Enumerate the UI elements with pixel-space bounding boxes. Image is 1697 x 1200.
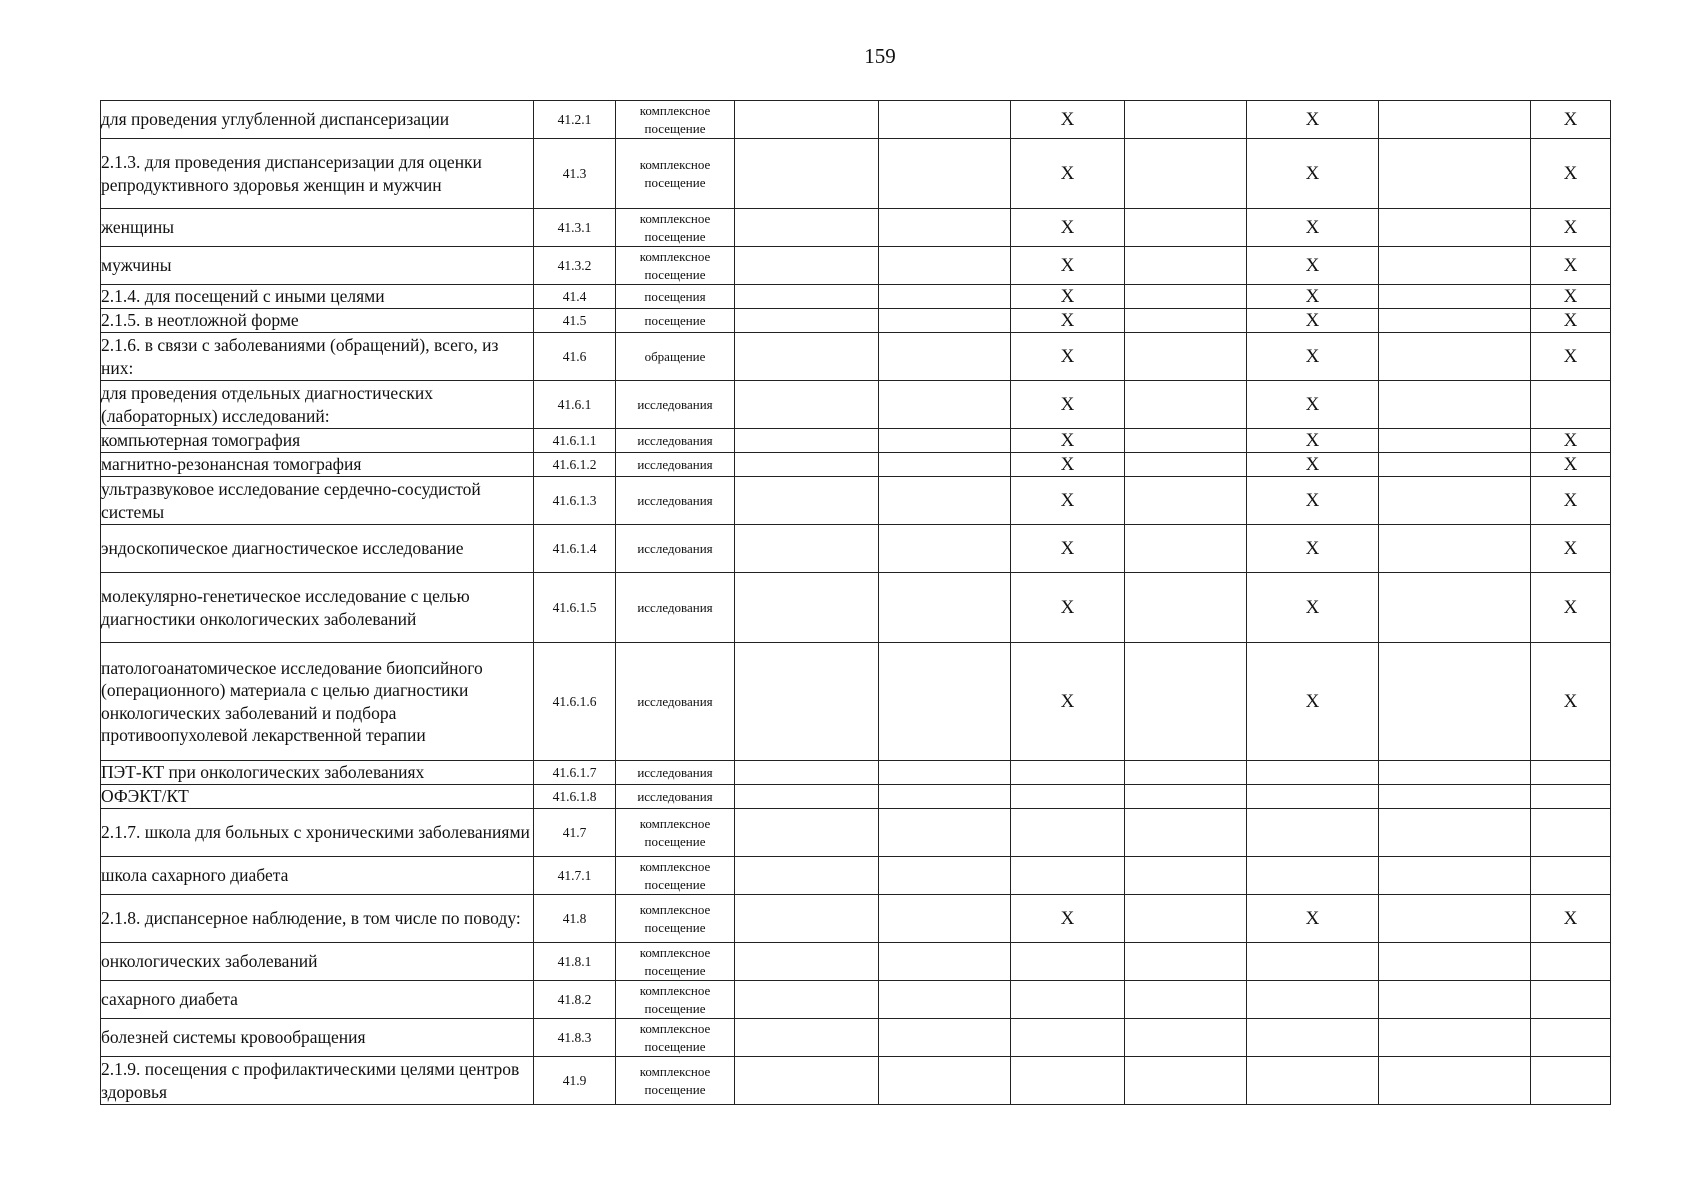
value-cell: X	[1531, 285, 1611, 309]
row-name-cell: для проведения углубленной диспансеризации	[101, 101, 534, 139]
value-cell: X	[1011, 101, 1125, 139]
row-unit-cell: комплексное посещение	[616, 895, 735, 943]
value-cell	[879, 643, 1011, 761]
table-row	[101, 247, 1611, 285]
value-cell	[1379, 209, 1531, 247]
value-cell: X	[1531, 573, 1611, 643]
value-cell	[1125, 453, 1247, 477]
row-unit-cell: комплексное посещение	[616, 1019, 735, 1057]
value-cell	[735, 573, 879, 643]
row-name-cell: 2.1.7. школа для больных с хроническими заболеваниями	[101, 809, 534, 857]
row-unit-cell: комплексное посещение	[616, 981, 735, 1019]
value-cell	[1125, 857, 1247, 895]
row-code-cell: 41.4	[534, 285, 616, 309]
value-cell: X	[1247, 209, 1379, 247]
value-cell	[1379, 381, 1531, 429]
row-code-cell: 41.6.1	[534, 381, 616, 429]
value-cell	[1247, 809, 1379, 857]
value-cell	[1379, 453, 1531, 477]
row-name-cell: ОФЭКТ/КТ	[101, 785, 534, 809]
value-cell: X	[1247, 285, 1379, 309]
row-code-cell: 41.8.3	[534, 1019, 616, 1057]
value-cell	[1011, 1019, 1125, 1057]
value-cell	[1531, 943, 1611, 981]
value-cell	[1531, 809, 1611, 857]
value-cell	[1125, 943, 1247, 981]
row-unit-cell: комплексное посещение	[616, 247, 735, 285]
value-cell	[1125, 1057, 1247, 1105]
value-cell	[1379, 309, 1531, 333]
row-name-cell: сахарного диабета	[101, 981, 534, 1019]
row-code-cell: 41.6.1.2	[534, 453, 616, 477]
value-cell: X	[1011, 429, 1125, 453]
row-name-cell: 2.1.9. посещения с профилактическими целями центров здоровья	[101, 1057, 534, 1105]
value-cell: X	[1531, 309, 1611, 333]
value-cell	[1125, 525, 1247, 573]
value-cell	[1125, 895, 1247, 943]
value-cell	[1379, 139, 1531, 209]
value-cell	[1379, 785, 1531, 809]
row-name-cell: патологоанатомическое исследование биопсийного (операционного) материала с целью диагностики онкологических заболеваний и подбора противоопухолевой лекарственной терапии	[101, 643, 534, 761]
value-cell	[1379, 857, 1531, 895]
value-cell	[1379, 429, 1531, 453]
value-cell: X	[1247, 309, 1379, 333]
value-cell	[879, 809, 1011, 857]
row-unit-cell: обращение	[616, 333, 735, 381]
row-unit-cell: посещения	[616, 285, 735, 309]
value-cell: X	[1531, 895, 1611, 943]
value-cell	[879, 857, 1011, 895]
value-cell	[1247, 1019, 1379, 1057]
row-name-cell: компьютерная томография	[101, 429, 534, 453]
value-cell	[735, 429, 879, 453]
value-cell: X	[1247, 333, 1379, 381]
page-number: 159	[864, 44, 896, 68]
row-unit-cell: исследования	[616, 381, 735, 429]
row-unit-cell: исследования	[616, 453, 735, 477]
row-code-cell: 41.9	[534, 1057, 616, 1105]
value-cell: X	[1247, 643, 1379, 761]
value-cell	[1379, 981, 1531, 1019]
value-cell	[1531, 981, 1611, 1019]
value-cell	[1247, 981, 1379, 1019]
value-cell	[735, 333, 879, 381]
value-cell	[1531, 785, 1611, 809]
value-cell	[879, 895, 1011, 943]
value-cell	[879, 1019, 1011, 1057]
value-cell	[1125, 981, 1247, 1019]
value-cell	[879, 453, 1011, 477]
value-cell	[1379, 477, 1531, 525]
value-cell	[735, 761, 879, 785]
row-code-cell: 41.6.1.1	[534, 429, 616, 453]
table-row	[101, 785, 1611, 809]
value-cell: X	[1247, 429, 1379, 453]
table-row	[101, 309, 1611, 333]
value-cell	[879, 381, 1011, 429]
value-cell: X	[1011, 309, 1125, 333]
value-cell	[1125, 761, 1247, 785]
value-cell: X	[1011, 643, 1125, 761]
value-cell	[735, 943, 879, 981]
table-row	[101, 525, 1611, 573]
value-cell: X	[1531, 209, 1611, 247]
row-name-cell: магнитно-резонансная томография	[101, 453, 534, 477]
row-unit-cell: исследования	[616, 643, 735, 761]
row-unit-cell: исследования	[616, 525, 735, 573]
table-row	[101, 981, 1611, 1019]
row-code-cell: 41.6.1.7	[534, 761, 616, 785]
row-unit-cell: исследования	[616, 573, 735, 643]
row-unit-cell: исследования	[616, 429, 735, 453]
value-cell	[1011, 1057, 1125, 1105]
value-cell: X	[1011, 333, 1125, 381]
value-cell	[1125, 139, 1247, 209]
row-code-cell: 41.5	[534, 309, 616, 333]
value-cell	[879, 761, 1011, 785]
value-cell	[1125, 785, 1247, 809]
value-cell	[1531, 1057, 1611, 1105]
value-cell	[735, 809, 879, 857]
value-cell	[879, 477, 1011, 525]
value-cell	[735, 477, 879, 525]
row-name-cell: 2.1.5. в неотложной форме	[101, 309, 534, 333]
value-cell: X	[1011, 453, 1125, 477]
row-name-cell: 2.1.8. диспансерное наблюдение, в том числе по поводу:	[101, 895, 534, 943]
table-row	[101, 1019, 1611, 1057]
value-cell	[1531, 761, 1611, 785]
table-row	[101, 1057, 1611, 1105]
value-cell	[1011, 943, 1125, 981]
value-cell: X	[1247, 573, 1379, 643]
value-cell	[879, 943, 1011, 981]
value-cell: X	[1011, 525, 1125, 573]
row-unit-cell: комплексное посещение	[616, 209, 735, 247]
row-code-cell: 41.3.1	[534, 209, 616, 247]
value-cell: X	[1247, 101, 1379, 139]
value-cell	[1125, 247, 1247, 285]
value-cell	[1125, 209, 1247, 247]
value-cell	[1379, 285, 1531, 309]
table-row	[101, 453, 1611, 477]
table-row	[101, 943, 1611, 981]
data-table	[100, 100, 1611, 1105]
value-cell: X	[1247, 525, 1379, 573]
value-cell	[879, 139, 1011, 209]
value-cell	[735, 525, 879, 573]
row-unit-cell: комплексное посещение	[616, 1057, 735, 1105]
value-cell	[1379, 895, 1531, 943]
value-cell: X	[1247, 895, 1379, 943]
value-cell: X	[1531, 429, 1611, 453]
value-cell	[1247, 785, 1379, 809]
row-code-cell: 41.8.1	[534, 943, 616, 981]
value-cell: X	[1011, 247, 1125, 285]
value-cell: X	[1011, 381, 1125, 429]
table-row	[101, 333, 1611, 381]
value-cell	[735, 785, 879, 809]
value-cell	[1531, 857, 1611, 895]
value-cell: X	[1531, 333, 1611, 381]
value-cell: X	[1531, 139, 1611, 209]
value-cell	[1125, 643, 1247, 761]
value-cell: X	[1011, 209, 1125, 247]
table-row	[101, 761, 1611, 785]
value-cell	[735, 209, 879, 247]
row-code-cell: 41.6.1.4	[534, 525, 616, 573]
table-row	[101, 809, 1611, 857]
row-name-cell: 2.1.4. для посещений с иными целями	[101, 285, 534, 309]
value-cell	[879, 525, 1011, 573]
value-cell	[735, 285, 879, 309]
value-cell: X	[1011, 139, 1125, 209]
value-cell	[735, 1019, 879, 1057]
value-cell	[1379, 643, 1531, 761]
row-code-cell: 41.3.2	[534, 247, 616, 285]
value-cell	[1379, 247, 1531, 285]
value-cell	[1247, 761, 1379, 785]
row-name-cell: молекулярно-генетическое исследование с целью диагностики онкологических заболеваний	[101, 573, 534, 643]
row-code-cell: 41.6.1.8	[534, 785, 616, 809]
value-cell	[879, 309, 1011, 333]
value-cell: X	[1011, 285, 1125, 309]
value-cell	[879, 101, 1011, 139]
row-code-cell: 41.6.1.6	[534, 643, 616, 761]
row-code-cell: 41.6.1.5	[534, 573, 616, 643]
row-code-cell: 41.7.1	[534, 857, 616, 895]
row-name-cell: для проведения отдельных диагностических (лабораторных) исследований:	[101, 381, 534, 429]
value-cell	[735, 895, 879, 943]
value-cell	[1379, 1019, 1531, 1057]
value-cell	[1379, 943, 1531, 981]
row-unit-cell: исследования	[616, 785, 735, 809]
value-cell	[735, 101, 879, 139]
value-cell	[879, 285, 1011, 309]
value-cell: X	[1531, 247, 1611, 285]
row-code-cell: 41.6.1.3	[534, 477, 616, 525]
value-cell	[1125, 809, 1247, 857]
value-cell	[1125, 333, 1247, 381]
value-cell: X	[1531, 477, 1611, 525]
value-cell	[879, 1057, 1011, 1105]
value-cell	[1125, 1019, 1247, 1057]
row-unit-cell: посещение	[616, 309, 735, 333]
value-cell	[879, 429, 1011, 453]
value-cell	[1247, 943, 1379, 981]
value-cell	[1011, 809, 1125, 857]
row-code-cell: 41.8.2	[534, 981, 616, 1019]
row-unit-cell: комплексное посещение	[616, 101, 735, 139]
value-cell	[1125, 573, 1247, 643]
row-name-cell: онкологических заболеваний	[101, 943, 534, 981]
value-cell	[735, 857, 879, 895]
row-unit-cell: комплексное посещение	[616, 857, 735, 895]
value-cell: X	[1531, 643, 1611, 761]
value-cell	[879, 981, 1011, 1019]
row-name-cell: мужчины	[101, 247, 534, 285]
row-name-cell: ПЭТ-КТ при онкологических заболеваниях	[101, 761, 534, 785]
value-cell: X	[1247, 381, 1379, 429]
row-unit-cell: исследования	[616, 761, 735, 785]
value-cell	[1125, 429, 1247, 453]
value-cell: X	[1247, 477, 1379, 525]
value-cell	[1011, 785, 1125, 809]
table-row	[101, 573, 1611, 643]
value-cell	[1011, 761, 1125, 785]
table-row	[101, 101, 1611, 139]
value-cell	[879, 333, 1011, 381]
value-cell	[735, 1057, 879, 1105]
row-unit-cell: комплексное посещение	[616, 139, 735, 209]
value-cell	[735, 381, 879, 429]
row-code-cell: 41.6	[534, 333, 616, 381]
value-cell	[1125, 309, 1247, 333]
table-row	[101, 477, 1611, 525]
row-unit-cell: комплексное посещение	[616, 809, 735, 857]
value-cell	[1379, 333, 1531, 381]
value-cell	[735, 453, 879, 477]
row-name-cell: эндоскопическое диагностическое исследование	[101, 525, 534, 573]
value-cell	[1379, 573, 1531, 643]
value-cell	[1247, 857, 1379, 895]
value-cell	[1379, 101, 1531, 139]
value-cell	[1247, 1057, 1379, 1105]
value-cell	[1125, 381, 1247, 429]
row-name-cell: 2.1.6. в связи с заболеваниями (обращений), всего, из них:	[101, 333, 534, 381]
table-row	[101, 429, 1611, 453]
value-cell	[879, 573, 1011, 643]
value-cell	[1379, 1057, 1531, 1105]
value-cell	[1379, 525, 1531, 573]
value-cell	[735, 247, 879, 285]
row-code-cell: 41.2.1	[534, 101, 616, 139]
table-row	[101, 209, 1611, 247]
value-cell	[879, 209, 1011, 247]
row-unit-cell: исследования	[616, 477, 735, 525]
value-cell	[735, 643, 879, 761]
value-cell	[1531, 381, 1611, 429]
table-body	[101, 101, 1611, 1105]
value-cell	[1125, 101, 1247, 139]
value-cell	[1379, 809, 1531, 857]
value-cell	[735, 981, 879, 1019]
value-cell	[1011, 857, 1125, 895]
table-row	[101, 285, 1611, 309]
value-cell	[1379, 761, 1531, 785]
value-cell: X	[1011, 573, 1125, 643]
value-cell: X	[1247, 247, 1379, 285]
row-name-cell: женщины	[101, 209, 534, 247]
row-code-cell: 41.3	[534, 139, 616, 209]
table-row	[101, 139, 1611, 209]
row-code-cell: 41.7	[534, 809, 616, 857]
row-name-cell: 2.1.3. для проведения диспансеризации для оценки репродуктивного здоровья женщин и мужчин	[101, 139, 534, 209]
value-cell: X	[1011, 477, 1125, 525]
value-cell: X	[1247, 139, 1379, 209]
value-cell	[1011, 981, 1125, 1019]
table-row	[101, 381, 1611, 429]
table-row	[101, 857, 1611, 895]
value-cell	[735, 139, 879, 209]
value-cell	[879, 785, 1011, 809]
value-cell	[735, 309, 879, 333]
value-cell: X	[1531, 101, 1611, 139]
row-name-cell: школа сахарного диабета	[101, 857, 534, 895]
row-name-cell: ультразвуковое исследование сердечно-сосудистой системы	[101, 477, 534, 525]
table-row	[101, 643, 1611, 761]
value-cell: X	[1531, 525, 1611, 573]
value-cell: X	[1247, 453, 1379, 477]
value-cell	[1125, 477, 1247, 525]
value-cell: X	[1011, 895, 1125, 943]
value-cell	[879, 247, 1011, 285]
value-cell	[1125, 285, 1247, 309]
table-row	[101, 895, 1611, 943]
row-name-cell: болезней системы кровообращения	[101, 1019, 534, 1057]
value-cell: X	[1531, 453, 1611, 477]
row-code-cell: 41.8	[534, 895, 616, 943]
value-cell	[1531, 1019, 1611, 1057]
row-unit-cell: комплексное посещение	[616, 943, 735, 981]
